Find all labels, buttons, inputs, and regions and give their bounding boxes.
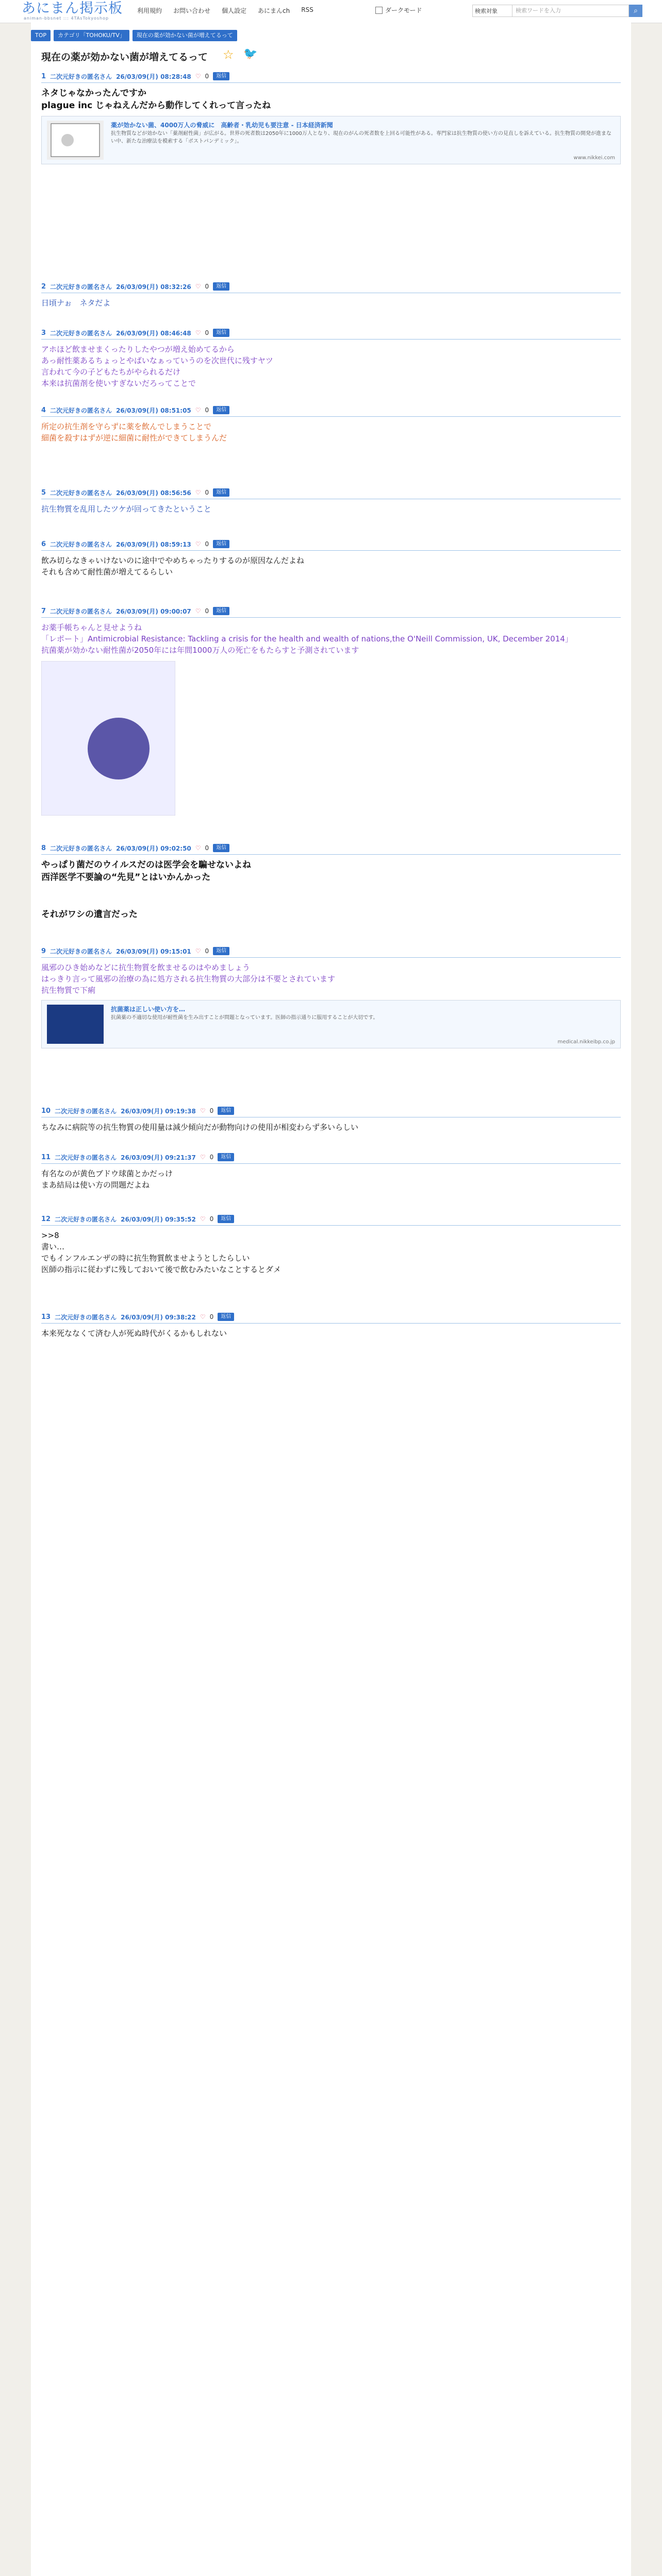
card-title: 薬が効かない菌、4000万人の脅威に 高齢者・乳幼児も要注意 - 日本経済新聞 — [111, 122, 333, 129]
post-number[interactable]: 8 — [41, 844, 46, 852]
like-count: 0 — [205, 607, 209, 615]
thread-title: 現在の薬が効かない菌が増えてるって — [41, 52, 208, 63]
reply-button[interactable]: 返信 — [213, 607, 229, 615]
post-body: お薬手帳ちゃんと見せようね 「レポート」Antimicrobial Resistance: Tackling a crisis for the health and wealth of nations,the O'Neill Commission, UK, December 2014」 抗菌薬が効かない耐性菌が2050年には年間1000万人の死亡をもたらすと予測されています — [41, 623, 573, 655]
breadcrumb — [31, 30, 237, 41]
heart-icon[interactable]: ♡ — [195, 329, 201, 336]
post-author: 二次元好きの匿名さん — [50, 607, 112, 615]
post-date: 26/03/09(月) 08:28:48 — [116, 73, 191, 80]
heart-icon[interactable]: ♡ — [195, 947, 201, 955]
card-desc: 抗生物質などが効かない「薬剤耐性菌」が広がる。世界の死者数は2050年に1000万人となり、現在のがんの死者数を上回る可能性がある。専門家は抗生物質の使い方の見直しを訴えている。抗生物質の開発が進まない中、新たな治療法を模索する「ポストパンデミック」。 — [111, 131, 611, 144]
post-3 — [41, 327, 621, 389]
heart-icon[interactable]: ♡ — [195, 283, 201, 290]
reply-button[interactable]: 返信 — [218, 1313, 234, 1321]
post-body: 抗生物質を乱用したツケが回ってきたということ — [41, 504, 211, 514]
reply-button[interactable]: 返信 — [218, 1153, 234, 1161]
like-count: 0 — [205, 540, 209, 548]
post-number[interactable]: 6 — [41, 540, 46, 548]
reply-button[interactable]: 返信 — [213, 329, 229, 337]
card-url: medical.nikkeibp.co.jp — [557, 1039, 615, 1045]
post-number[interactable]: 7 — [41, 607, 46, 615]
star-icon[interactable]: ☆ — [223, 47, 234, 62]
search-bar — [472, 4, 642, 18]
reply-button[interactable]: 返信 — [213, 947, 229, 955]
post-number[interactable]: 2 — [41, 282, 46, 291]
like-count: 0 — [209, 1215, 214, 1223]
card-desc: 抗菌薬の不適切な使用が耐性菌を生み出すことが問題となっています。医師の指示通りに服用することが大切です。 — [111, 1015, 378, 1021]
manga-thumbnail — [47, 121, 104, 160]
post-body: ネタじゃなかったんですか plague inc じゃねえんだから動作してくれって言ったね — [41, 88, 271, 111]
nav-animanch[interactable]: あにまんch — [258, 7, 290, 14]
post-number[interactable]: 9 — [41, 947, 46, 955]
post-number[interactable]: 5 — [41, 488, 46, 497]
heart-icon[interactable]: ♡ — [195, 844, 201, 852]
nav-terms[interactable]: 利用規約 — [137, 7, 162, 14]
like-count: 0 — [205, 329, 209, 336]
search-target-select[interactable]: 検索対象 — [472, 5, 512, 17]
post-body: 本来死ななくて済む人が死ぬ時代がくるかもしれない — [41, 1329, 227, 1338]
breadcrumb-top[interactable]: TOP — [31, 30, 51, 41]
breadcrumb-thread[interactable]: 現在の薬が効かない菌が増えてるって — [133, 30, 237, 41]
post-author: 二次元好きの匿名さん — [50, 540, 112, 548]
heart-icon[interactable]: ♡ — [195, 540, 201, 548]
link-card[interactable] — [41, 1000, 621, 1048]
post-author: 二次元好きの匿名さん — [50, 844, 112, 852]
post-number[interactable]: 12 — [41, 1215, 51, 1223]
reply-button[interactable]: 返信 — [213, 72, 229, 80]
post-number[interactable]: 11 — [41, 1153, 51, 1161]
like-count: 0 — [205, 73, 209, 80]
like-count: 0 — [209, 1107, 214, 1114]
dark-mode-label: ダークモード — [385, 7, 422, 14]
post-body: 有名なのが黄色ブドウ球菌とかだっけ まあ結局は使い方の問題だよね — [41, 1169, 173, 1190]
post-body: 日頃ナぉ ネタだよ — [41, 298, 111, 308]
post-author: 二次元好きの匿名さん — [50, 489, 112, 497]
post-date: 26/03/09(月) 09:00:07 — [116, 607, 191, 615]
reply-button[interactable]: 返信 — [213, 282, 229, 291]
post-1 — [41, 70, 621, 164]
heart-icon[interactable]: ♡ — [195, 73, 201, 80]
reply-button[interactable]: 返信 — [213, 540, 229, 548]
post-body: 飲み切らなきゃいけないのに途中でやめちゃったりするのが原因なんだよね それも含めて耐性菌が増えてるらしい — [41, 556, 305, 577]
post-author: 二次元好きの匿名さん — [50, 329, 112, 337]
post-date: 26/03/09(月) 08:32:26 — [116, 283, 191, 291]
post-5 — [41, 486, 621, 515]
heart-icon[interactable]: ♡ — [200, 1107, 206, 1114]
card-title: 抗菌薬は正しい使い方を… — [111, 1006, 186, 1013]
nav-settings[interactable]: 個人設定 — [222, 7, 247, 14]
post-11 — [41, 1151, 621, 1191]
post-author: 二次元好きの匿名さん — [50, 406, 112, 414]
reply-button[interactable]: 返信 — [213, 406, 229, 414]
post-body: 風邪のひき始めなどに抗生物質を飲ませるのはやめましょう はっきり言って風邪の治療の為に処方される抗生物質の大部分は不要とされています 抗生物質で下痢 — [41, 963, 336, 995]
post-author: 二次元好きの匿名さん — [55, 1154, 117, 1161]
heart-icon[interactable]: ♡ — [200, 1154, 206, 1161]
site-logo-subtitle: animan-bbsnet ::: 4TAsTokyoshop — [24, 16, 109, 21]
post-number[interactable]: 3 — [41, 329, 46, 337]
heart-icon[interactable]: ♡ — [195, 489, 201, 496]
like-count: 0 — [205, 947, 209, 955]
post-date: 26/03/09(月) 08:59:13 — [116, 540, 191, 548]
post-author: 二次元好きの匿名さん — [55, 1313, 117, 1321]
post-4 — [41, 404, 621, 444]
post-13 — [41, 1311, 621, 1339]
report-figure — [41, 661, 175, 816]
link-card[interactable] — [41, 116, 621, 164]
like-count: 0 — [209, 1154, 214, 1161]
heart-icon[interactable]: ♡ — [200, 1215, 206, 1223]
reply-button[interactable]: 返信 — [213, 488, 229, 497]
like-count: 0 — [205, 844, 209, 852]
reply-button[interactable]: 返信 — [218, 1107, 234, 1115]
site-thumbnail — [47, 1005, 104, 1044]
like-count: 0 — [205, 406, 209, 414]
search-icon[interactable]: ⌕ — [629, 5, 642, 17]
post-body: アホほど飲ませまくったりしたやつが増え始めてるから あっ耐性薬あるちょっとやばいなぁっていうのを次世代に残すヤツ 言われて今の子どもたちがやられるだけ 本来は抗菌剤を使いすぎないだろってことで — [41, 345, 273, 388]
site-header — [0, 0, 662, 23]
post-number[interactable]: 13 — [41, 1313, 51, 1321]
heart-icon[interactable]: ♡ — [200, 1313, 206, 1320]
post-date: 26/03/09(月) 08:46:48 — [116, 329, 191, 337]
like-count: 0 — [209, 1313, 214, 1320]
post-date: 26/03/09(月) 09:02:50 — [116, 844, 191, 852]
post-2 — [41, 280, 621, 309]
site-logo[interactable]: あにまん掲示板 — [22, 1, 123, 16]
post-date: 26/03/09(月) 08:51:05 — [116, 406, 191, 414]
post-number[interactable]: 1 — [41, 72, 46, 80]
dark-mode-checkbox[interactable] — [375, 7, 383, 14]
post-body: 所定の抗生剤を守らずに薬を飲んでしまうことで 細菌を殺すはずが逆に細菌に耐性ができてしまうんだ — [41, 422, 227, 443]
post-12 — [41, 1213, 621, 1275]
post-7 — [41, 605, 621, 818]
post-date: 26/03/09(月) 09:35:52 — [121, 1215, 196, 1223]
thread-main — [31, 23, 631, 2300]
post-6 — [41, 538, 621, 578]
nav-rss[interactable]: RSS — [301, 6, 313, 13]
post-date: 26/03/09(月) 08:56:56 — [116, 489, 191, 497]
post-author: 二次元好きの匿名さん — [55, 1215, 117, 1223]
search-input[interactable]: 検索ワードを入力 — [512, 5, 629, 17]
twitter-bird-icon[interactable]: 🐦 — [243, 47, 258, 60]
breadcrumb-category[interactable]: カテゴリ「TOHOKU/TV」 — [54, 30, 129, 41]
post-author: 二次元好きの匿名さん — [50, 73, 112, 80]
post-author: 二次元好きの匿名さん — [50, 947, 112, 955]
post-body: >>8 書い… でもインフルエンザの時に抗生物質飲ませようとしたらしい 医師の指示に従わずに残しておいて後で飲むみたいなことするとダメ — [41, 1231, 282, 1274]
post-date: 26/03/09(月) 09:15:01 — [116, 947, 191, 955]
post-body: ちなみに病院等の抗生物質の使用量は減少傾向だが動物向けの使用が相変わらず多いらしい — [41, 1123, 359, 1132]
reply-button[interactable]: 返信 — [213, 844, 229, 852]
post-body: やっぱり菌だのウイルスだのは医学会を騙せないよね 西洋医学不要論の“先見”とはいかんかった それがワシの遺言だった — [41, 860, 251, 920]
thread-continued — [31, 2300, 631, 2576]
like-count: 0 — [205, 283, 209, 290]
post-date: 26/03/09(月) 09:19:38 — [121, 1107, 196, 1115]
card-url: www.nikkei.com — [573, 155, 615, 161]
post-9 — [41, 945, 621, 1048]
post-number[interactable]: 4 — [41, 406, 46, 414]
reply-button[interactable]: 返信 — [218, 1215, 234, 1223]
header-nav — [137, 6, 313, 15]
post-8 — [41, 842, 621, 921]
like-count: 0 — [205, 489, 209, 496]
post-10 — [41, 1105, 621, 1133]
heart-icon[interactable]: ♡ — [195, 607, 201, 615]
post-date: 26/03/09(月) 09:38:22 — [121, 1313, 196, 1321]
post-author: 二次元好きの匿名さん — [50, 283, 112, 291]
post-date: 26/03/09(月) 09:21:37 — [121, 1154, 196, 1161]
post-author: 二次元好きの匿名さん — [55, 1107, 117, 1115]
heart-icon[interactable]: ♡ — [195, 406, 201, 414]
post-number[interactable]: 10 — [41, 1107, 51, 1115]
nav-contact[interactable]: お問い合わせ — [173, 7, 211, 14]
dark-mode-toggle[interactable] — [375, 6, 422, 14]
